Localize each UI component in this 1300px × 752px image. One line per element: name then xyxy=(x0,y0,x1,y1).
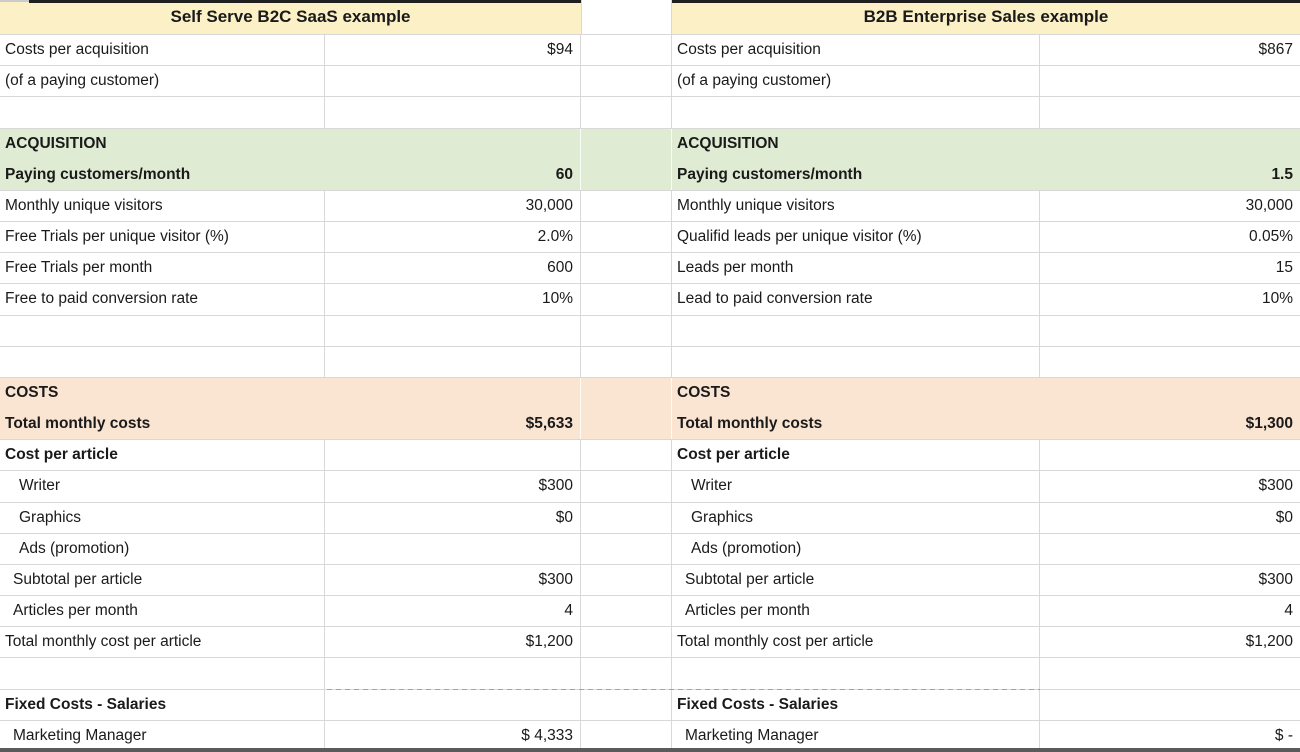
gap-cell[interactable] xyxy=(581,534,672,564)
cell-left-label[interactable]: Articles per month xyxy=(0,596,325,626)
cell-left-label[interactable]: Free Trials per unique visitor (%) xyxy=(0,222,325,252)
cell-left-value[interactable]: $300 xyxy=(325,565,581,595)
cell-right-value[interactable]: 15 xyxy=(1275,259,1293,277)
cell-right-value[interactable]: 1.5 xyxy=(1040,160,1300,190)
spreadsheet-row xyxy=(0,66,1300,97)
gap-cell[interactable] xyxy=(581,129,672,160)
right-table-top-border xyxy=(672,0,1300,3)
gap-cell[interactable] xyxy=(581,409,672,439)
cell-left-label[interactable]: ACQUISITION xyxy=(0,129,325,160)
cell-left-value[interactable] xyxy=(325,690,581,720)
cell-left-label[interactable]: Monthly unique visitors xyxy=(0,191,325,221)
gap-cell[interactable] xyxy=(581,503,672,533)
spreadsheet-row xyxy=(0,503,1300,534)
cell-right-label[interactable]: Marketing Manager xyxy=(672,721,1040,751)
gap-cell[interactable] xyxy=(581,35,672,65)
gap-cell[interactable] xyxy=(581,97,672,127)
gap-cell[interactable] xyxy=(581,596,672,626)
cell-right-value[interactable]: $ - xyxy=(1274,726,1293,744)
cell-right-label[interactable]: Articles per month xyxy=(672,596,1040,626)
spreadsheet-row xyxy=(0,690,1300,721)
cell-right-value[interactable]: $1,200 xyxy=(1245,633,1293,651)
spreadsheet-row xyxy=(0,97,1300,128)
cell-left-value[interactable]: $0 xyxy=(325,503,581,533)
gap-cell[interactable] xyxy=(581,627,672,657)
spreadsheet-row xyxy=(0,534,1300,565)
gap-cell[interactable] xyxy=(581,191,672,221)
cell-left-value[interactable]: $1,200 xyxy=(325,627,581,657)
cell-left-value[interactable]: 30,000 xyxy=(325,191,581,221)
cell-left-label[interactable]: Total monthly costs xyxy=(0,409,325,439)
spreadsheet-row xyxy=(0,471,1300,502)
cell-right-value[interactable] xyxy=(1040,534,1300,564)
cell-left-value[interactable]: 10% xyxy=(325,284,581,314)
cell-left-value[interactable] xyxy=(325,66,581,96)
cell-right-label[interactable]: Graphics xyxy=(672,503,1040,533)
left-table-title[interactable]: Self Serve B2C SaaS example xyxy=(0,0,581,34)
spreadsheet-row xyxy=(0,222,1300,253)
cell-right-value[interactable] xyxy=(1040,378,1300,409)
cell-right-label[interactable]: Leads per month xyxy=(672,253,1040,283)
cell-right-value[interactable]: $1,300 xyxy=(1040,409,1300,439)
dashed-border-line xyxy=(327,689,1040,690)
cell-left-value[interactable]: $300 xyxy=(325,471,581,501)
gap-cell[interactable] xyxy=(581,721,672,751)
cell-left-label[interactable]: (of a paying customer) xyxy=(0,66,325,96)
cell-left-label[interactable] xyxy=(0,97,325,127)
spreadsheet-row xyxy=(0,440,1300,471)
cell-right-label[interactable]: Ads (promotion) xyxy=(672,534,1040,564)
spreadsheet-row xyxy=(0,129,1300,160)
cell-right-label[interactable]: Cost per article xyxy=(672,440,1040,470)
cell-right-label[interactable] xyxy=(672,347,1040,377)
cell-right-label[interactable]: Total monthly costs xyxy=(672,409,1040,439)
gap-cell[interactable] xyxy=(581,222,672,252)
cell-right-value[interactable] xyxy=(1040,316,1300,346)
cell-left-value[interactable] xyxy=(325,440,581,470)
gap-cell[interactable] xyxy=(581,378,672,409)
spreadsheet-row xyxy=(0,409,1300,440)
spreadsheet-row xyxy=(0,316,1300,347)
cell-right-value[interactable] xyxy=(1040,440,1300,470)
cell-right-value[interactable]: $300 xyxy=(1258,477,1293,495)
cell-left-label[interactable]: Free to paid conversion rate xyxy=(0,284,325,314)
cell-right-value[interactable] xyxy=(1040,658,1300,688)
cell-left-value[interactable] xyxy=(325,378,581,409)
spreadsheet-row xyxy=(0,378,1300,409)
cell-left-label[interactable]: Free Trials per month xyxy=(0,253,325,283)
cell-right-value[interactable] xyxy=(1040,347,1300,377)
gap-cell[interactable] xyxy=(581,0,672,34)
cell-right-label[interactable]: Writer xyxy=(672,471,1040,501)
gap-cell[interactable] xyxy=(581,66,672,96)
cell-right-value[interactable] xyxy=(1040,690,1300,720)
cell-left-value[interactable] xyxy=(325,534,581,564)
cell-left-value[interactable]: $94 xyxy=(325,35,581,65)
cell-left-label[interactable] xyxy=(0,658,325,688)
cell-right-value[interactable]: 0.05% xyxy=(1249,228,1293,246)
spreadsheet-row xyxy=(0,35,1300,66)
cell-right-label[interactable]: Paying customers/month xyxy=(672,160,1040,190)
spreadsheet-row xyxy=(0,565,1300,596)
cell-right-label[interactable]: Subtotal per article xyxy=(672,565,1040,595)
cell-left-value[interactable] xyxy=(325,658,581,688)
cell-left-label[interactable]: Subtotal per article xyxy=(0,565,325,595)
cell-left-value[interactable]: 60 xyxy=(325,160,581,190)
title-row xyxy=(0,0,1300,35)
cell-right-label[interactable] xyxy=(672,97,1040,127)
cell-right-value[interactable]: $0 xyxy=(1275,508,1293,526)
gap-cell[interactable] xyxy=(581,316,672,346)
cell-left-label[interactable]: Cost per article xyxy=(0,440,325,470)
cell-left-label[interactable]: Total monthly cost per article xyxy=(0,627,325,657)
cell-left-label[interactable]: Ads (promotion) xyxy=(0,534,325,564)
cell-left-label[interactable]: Marketing Manager xyxy=(0,721,325,751)
cell-left-value[interactable]: $ 4,333 xyxy=(325,721,581,751)
cell-right-label[interactable]: Qualifid leads per unique visitor (%) xyxy=(672,222,1040,252)
spreadsheet-row xyxy=(0,253,1300,284)
gap-cell[interactable] xyxy=(581,253,672,283)
cell-right-label[interactable]: Lead to paid conversion rate xyxy=(672,284,1040,314)
cell-left-value[interactable]: 600 xyxy=(325,253,581,283)
cell-left-label[interactable]: Fixed Costs - Salaries xyxy=(0,690,325,720)
gap-cell[interactable] xyxy=(581,347,672,377)
cell-right-value[interactable] xyxy=(1040,66,1300,96)
cell-left-label[interactable]: Writer xyxy=(0,471,325,501)
gap-cell[interactable] xyxy=(581,565,672,595)
gap-cell[interactable] xyxy=(581,440,672,470)
bottom-edge-bar xyxy=(0,748,1300,752)
cell-left-value[interactable]: $5,633 xyxy=(325,409,581,439)
cell-right-value[interactable]: 4 xyxy=(1284,602,1293,620)
cell-right-value[interactable]: 30,000 xyxy=(1245,196,1293,214)
cell-right-label[interactable] xyxy=(672,658,1040,688)
cell-right-label[interactable]: (of a paying customer) xyxy=(672,66,1040,96)
spreadsheet-row xyxy=(0,160,1300,191)
spreadsheet-row xyxy=(0,284,1300,315)
cell-left-value[interactable] xyxy=(325,347,581,377)
left-table-top-border xyxy=(29,0,581,3)
cell-left-label[interactable]: Costs per acquisition xyxy=(0,35,325,65)
cell-right-value[interactable]: $867 xyxy=(1258,41,1293,59)
gap-cell[interactable] xyxy=(581,658,672,688)
cell-right-value[interactable] xyxy=(1040,97,1300,127)
cell-right-value[interactable]: 10% xyxy=(1261,290,1293,308)
spreadsheet-row xyxy=(0,347,1300,378)
gap-cell[interactable] xyxy=(581,471,672,501)
cell-left-label[interactable] xyxy=(0,316,325,346)
gap-cell[interactable] xyxy=(581,690,672,720)
spreadsheet-row xyxy=(0,627,1300,658)
spreadsheet-row xyxy=(0,596,1300,627)
right-table-title[interactable]: B2B Enterprise Sales example xyxy=(672,0,1300,34)
gap-cell[interactable] xyxy=(581,284,672,314)
cell-right-label[interactable]: Fixed Costs - Salaries xyxy=(672,690,1040,720)
cell-right-label[interactable]: ACQUISITION xyxy=(672,129,1040,160)
spreadsheet-row xyxy=(0,658,1300,689)
cell-right-label[interactable]: Monthly unique visitors xyxy=(672,191,1040,221)
cell-right-label[interactable] xyxy=(672,316,1040,346)
cell-right-label[interactable]: COSTS xyxy=(672,378,1040,409)
cell-right-value[interactable]: $300 xyxy=(1258,571,1293,588)
cell-left-label[interactable]: Paying customers/month xyxy=(0,160,325,190)
cell-left-value[interactable]: 4 xyxy=(325,596,581,626)
cell-left-value[interactable] xyxy=(325,129,581,160)
cell-left-value[interactable]: 2.0% xyxy=(325,222,581,252)
cell-left-label[interactable]: COSTS xyxy=(0,378,325,409)
cell-right-value[interactable] xyxy=(1040,129,1300,160)
top-left-gridline xyxy=(0,0,29,2)
cell-right-label[interactable]: Costs per acquisition xyxy=(672,35,1040,65)
cell-left-value[interactable] xyxy=(325,316,581,346)
cell-right-label[interactable]: Total monthly cost per article xyxy=(672,627,1040,657)
cell-left-value[interactable] xyxy=(325,97,581,127)
spreadsheet-row xyxy=(0,191,1300,222)
cell-left-label[interactable]: Graphics xyxy=(0,503,325,533)
gap-cell[interactable] xyxy=(581,160,672,190)
cell-left-label[interactable] xyxy=(0,347,325,377)
